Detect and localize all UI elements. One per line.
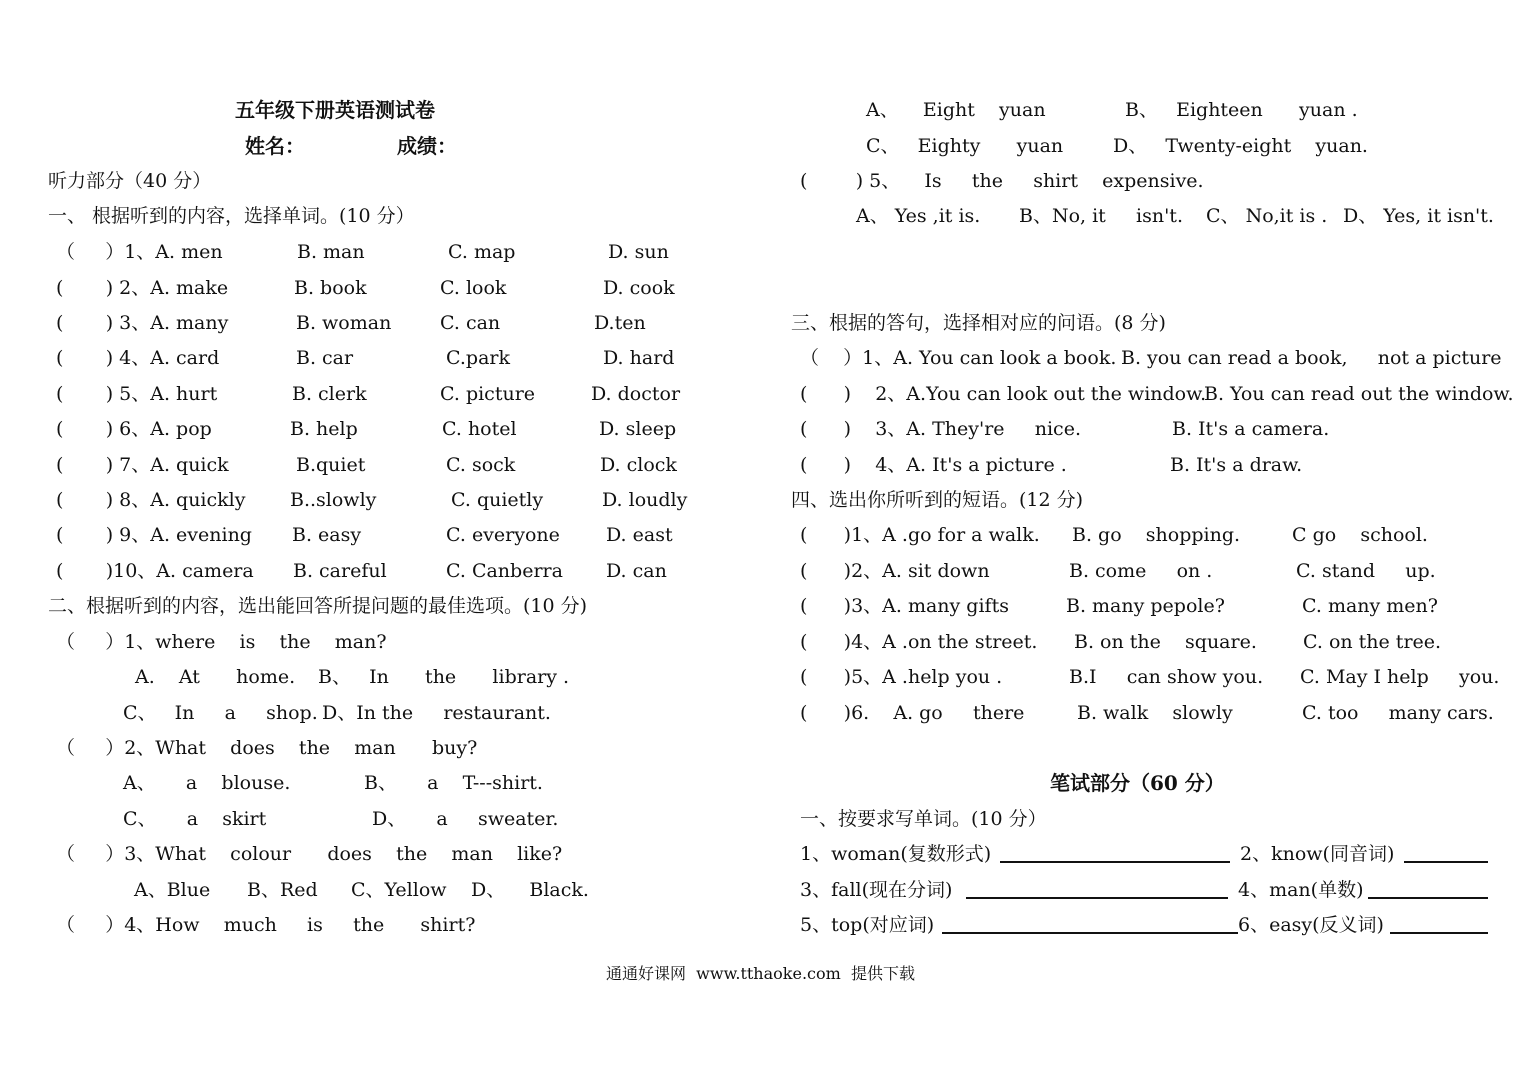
part1-item-number-option-a: ( ) 7、A. quick (56, 454, 229, 476)
part2-heading: 二、根据听到的内容，选出能回答所提问题的最佳选项。(10 分) (48, 595, 588, 617)
part1-item-number-option-a: ( ) 8、A. quickly (56, 489, 246, 511)
listening-heading: 听力部分（40 分） (48, 170, 212, 192)
part1-option-d: D. sleep (599, 418, 677, 440)
part1-option-c: C. picture (440, 383, 536, 405)
part1-option-b: B. easy (292, 524, 362, 546)
part2-q3-option-b: B、Red (247, 879, 318, 901)
part1-option-c: C. map (448, 241, 516, 263)
part2-q1-option-b: B、 In the library . (318, 666, 570, 688)
part4-option-c: C. too many cars. (1302, 702, 1494, 724)
written-heading: 笔试部分（60 分） (1050, 771, 1225, 795)
score-label: 成绩： (397, 134, 457, 158)
part1-option-d: D. sun (608, 241, 669, 263)
part4-option-a: ( )6. A. go there (800, 702, 1025, 724)
answer-blank[interactable] (1000, 861, 1230, 863)
answer-blank[interactable] (942, 932, 1238, 934)
part1-option-c: C. quietly (451, 489, 544, 511)
part3-option-b: B. You can read out the window. (1204, 383, 1514, 405)
word-task-label: 2、know(同音词) (1240, 843, 1395, 865)
part4-heading: 四、选出你所听到的短语。(12 分) (791, 489, 1084, 511)
part1-item-number-option-a: ( ) 6、A. pop (56, 418, 212, 440)
part1-item-number-option-a: ( ) 4、A. card (56, 347, 220, 369)
part2-q3-option-c: C、Yellow (351, 879, 447, 901)
part2-q4-option-d: D、 Twenty-eight yuan. (1113, 135, 1368, 157)
part2-q5-option-c: C、 No,it is . (1206, 205, 1328, 227)
part3-option-a: ( ) 3、A. They're nice. (800, 418, 1081, 440)
part1-option-d: D. cook (603, 277, 675, 299)
word-task-label: 5、top(对应词) (800, 914, 935, 936)
part1-option-c: C. sock (446, 454, 516, 476)
part3-option-a: （ ）1、A. You can look a book. (800, 347, 1117, 369)
part2-q1-option-d: D、In the restaurant. (322, 702, 551, 724)
part1-option-b: B. book (294, 277, 367, 299)
part4-option-c: C. on the tree. (1303, 631, 1442, 653)
part1-item-number-option-a: ( )10、A. camera (56, 560, 254, 582)
part2-q5-option-a: A、 Yes ,it is. (856, 205, 981, 227)
part2-q5-option-d: D、 Yes, it isn't. (1343, 205, 1494, 227)
part1-option-d: D. east (606, 524, 673, 546)
word-task-label: 3、fall(现在分词) (800, 879, 953, 901)
answer-blank[interactable] (1368, 897, 1488, 899)
answer-blank[interactable] (1390, 932, 1488, 934)
part4-option-b: B. on the square. (1074, 631, 1257, 653)
part1-option-b: B. clerk (292, 383, 367, 405)
part1-item-number-option-a: ( ) 3、A. many (56, 312, 229, 334)
part1-option-d: D. can (606, 560, 667, 582)
part2-question-3: （ ）3、What colour does the man like? (56, 843, 563, 865)
answer-blank[interactable] (966, 897, 1228, 899)
part2-question-5: ( ) 5、 Is the shirt expensive. (800, 170, 1204, 192)
part1-item-number-option-a: ( ) 2、A. make (56, 277, 229, 299)
part2-q1-option-a: A. At home. (135, 666, 296, 688)
part1-option-d: D. doctor (591, 383, 681, 405)
part2-q5-option-b: B、No, it isn't. (1019, 205, 1183, 227)
part1-option-c: C.park (446, 347, 510, 369)
part4-option-c: C go school. (1292, 524, 1428, 546)
word-task-label: 4、man(单数) (1238, 879, 1364, 901)
part1-option-b: B..slowly (290, 489, 377, 511)
part4-option-a: ( )2、A. sit down (800, 560, 990, 582)
part1-item-number-option-a: ( ) 9、A. evening (56, 524, 252, 546)
part1-option-c: C. everyone (446, 524, 560, 546)
part3-heading: 三、根据的答句，选择相对应的问语。(8 分) (791, 312, 1166, 334)
part1-option-d: D. hard (603, 347, 675, 369)
part1-option-b: B. man (297, 241, 365, 263)
part4-option-b: B. many pepole? (1066, 595, 1225, 617)
part1-option-c: C. hotel (442, 418, 517, 440)
part1-option-c: C. look (440, 277, 507, 299)
name-label: 姓名： (245, 134, 305, 158)
part3-option-a: ( ) 4、A. It's a picture . (800, 454, 1067, 476)
part1-option-b: B. careful (293, 560, 387, 582)
part4-option-c: C. May I help you. (1300, 666, 1500, 688)
part2-q4-option-b: B、 Eighteen yuan . (1125, 99, 1358, 121)
part4-option-a: ( )1、A .go for a walk. (800, 524, 1040, 546)
part2-question-4: （ ）4、How much is the shirt? (56, 914, 476, 936)
part3-option-b: B. It's a draw. (1170, 454, 1303, 476)
part4-option-b: B.I can show you. (1069, 666, 1264, 688)
part1-item-number-option-a: （ ）1、A. men (56, 241, 223, 263)
part2-q1-option-c: C、 In a shop. (123, 702, 318, 724)
part4-option-c: C. many men? (1302, 595, 1438, 617)
part2-question-1: （ ）1、where is the man? (56, 631, 387, 653)
part1-option-d: D. loudly (602, 489, 688, 511)
footer-source: 通通好课网 www.tthaoke.com 提供下载 (606, 964, 915, 983)
part4-option-a: ( )4、A .on the street. (800, 631, 1038, 653)
part1-option-b: B.quiet (296, 454, 366, 476)
part1-option-b: B. woman (296, 312, 392, 334)
part2-q3-option-d: D、 Black. (471, 879, 589, 901)
part3-option-b: B. you can read a book, not a picture (1121, 347, 1502, 369)
part4-option-b: B. go shopping. (1072, 524, 1241, 546)
part3-option-b: B. It's a camera. (1172, 418, 1330, 440)
exam-title: 五年级下册英语测试卷 (235, 98, 435, 122)
part2-q3-option-a: A、Blue (134, 879, 211, 901)
part4-option-a: ( )5、A .help you . (800, 666, 1003, 688)
word-task-label: 1、woman(复数形式) (800, 843, 992, 865)
part1-option-c: C. Canberra (446, 560, 563, 582)
written-part1-heading: 一、按要求写单词。(10 分） (800, 808, 1047, 830)
part1-option-c: C. can (440, 312, 501, 334)
part4-option-c: C. stand up. (1296, 560, 1436, 582)
part1-item-number-option-a: ( ) 5、A. hurt (56, 383, 218, 405)
part4-option-b: B. come on . (1069, 560, 1213, 582)
part3-option-a: ( ) 2、A.You can look out the window. (800, 383, 1207, 405)
part1-option-d: D. clock (600, 454, 677, 476)
part2-q2-option-b: B、 a T---shirt. (364, 772, 543, 794)
part1-heading: 一、 根据听到的内容，选择单词。(10 分） (48, 205, 415, 227)
part2-q2-option-c: C、 a skirt (123, 808, 267, 830)
part4-option-a: ( )3、A. many gifts (800, 595, 1009, 617)
answer-blank[interactable] (1404, 861, 1488, 863)
part2-q2-option-d: D、 a sweater. (372, 808, 559, 830)
part1-option-b: B. help (290, 418, 358, 440)
part2-q2-option-a: A、 a blouse. (123, 772, 291, 794)
part1-option-d: D.ten (594, 312, 646, 334)
word-task-label: 6、easy(反义词) (1238, 914, 1384, 936)
part2-question-2: （ ）2、What does the man buy? (56, 737, 478, 759)
part4-option-b: B. walk slowly (1077, 702, 1233, 724)
part1-option-b: B. car (296, 347, 354, 369)
part2-q4-option-c: C、 Eighty yuan (866, 135, 1064, 157)
part2-q4-option-a: A、 Eight yuan (866, 99, 1046, 121)
